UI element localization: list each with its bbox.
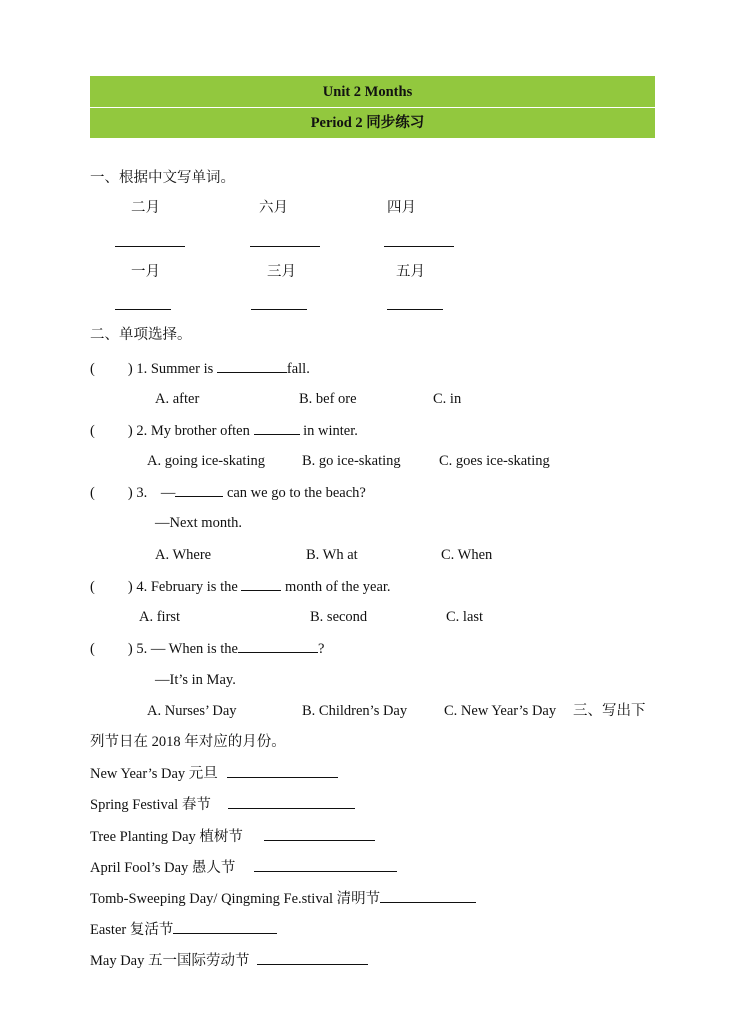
question-1 <box>90 358 310 379</box>
section2-heading: 二、单项选择。 <box>90 327 192 343</box>
question-text-pre: Summer is <box>150 361 214 377</box>
word-jan: 一月 <box>131 264 160 280</box>
option-b[interactable]: B. bef ore <box>299 391 357 407</box>
month-blank[interactable] <box>257 950 368 965</box>
month-blank[interactable] <box>173 919 277 934</box>
festival-row <box>90 857 397 878</box>
reply-text: —Next month. <box>155 515 242 531</box>
question-text-post: in winter. <box>303 423 358 439</box>
reply-text: —It’s in May. <box>155 672 236 688</box>
option-a[interactable]: A. Where <box>155 547 212 563</box>
month-blank[interactable] <box>228 794 355 809</box>
question-text-post: ? <box>317 641 325 657</box>
question-text-post: fall. <box>286 361 310 377</box>
subtitle-banner <box>90 108 655 138</box>
answer-paren-close: ) <box>127 579 133 595</box>
option-c[interactable]: C. in <box>433 391 462 407</box>
answer-line[interactable] <box>387 309 443 310</box>
option-c[interactable]: C. last <box>446 609 484 625</box>
question-text-pre: My brother often <box>150 423 250 439</box>
question-number: 2. <box>136 423 148 439</box>
option-c[interactable]: C. When <box>441 547 493 563</box>
festival-row <box>90 919 277 940</box>
answer-paren-open: ( <box>90 485 95 501</box>
word-may: 五月 <box>396 264 425 280</box>
option-c[interactable]: C. goes ice-skating <box>439 453 550 469</box>
question-number: 4. <box>136 579 148 595</box>
question-text-pre: — When is the <box>150 641 238 657</box>
fill-blank[interactable] <box>241 576 281 591</box>
festival-label: Tree Planting Day 植树节 <box>90 829 243 845</box>
option-c[interactable]: C. New Year’s Day <box>444 703 557 719</box>
fill-blank[interactable] <box>238 638 318 653</box>
festival-row <box>90 950 368 971</box>
answer-paren-open: ( <box>90 641 95 657</box>
section3-heading: 列节日在 2018 年对应的月份。 <box>90 734 286 750</box>
festival-row <box>90 794 355 815</box>
answer-paren-open: ( <box>90 361 95 377</box>
question-number: 3. <box>136 485 148 501</box>
question-text-pre: — <box>160 485 176 501</box>
fill-blank[interactable] <box>175 482 223 497</box>
festival-label: Easter 复活节 <box>90 922 174 938</box>
festival-label: April Fool’s Day 愚人节 <box>90 860 236 876</box>
festival-row <box>90 888 476 909</box>
question-number: 1. <box>136 361 148 377</box>
month-blank[interactable] <box>227 763 338 778</box>
fill-blank[interactable] <box>217 358 287 373</box>
option-a[interactable]: A. first <box>139 609 181 625</box>
festival-label: Tomb-Sweeping Day/ Qingming Fe.stival 清明节 <box>90 891 381 907</box>
question-number: 5. <box>136 641 148 657</box>
answer-line[interactable] <box>115 309 171 310</box>
answer-paren-open: ( <box>90 579 95 595</box>
question-text-pre: February is the <box>150 579 238 595</box>
answer-line[interactable] <box>115 246 185 247</box>
option-b[interactable]: B. Wh at <box>306 547 358 563</box>
answer-line[interactable] <box>384 246 454 247</box>
title-banner <box>90 76 655 107</box>
month-blank[interactable] <box>264 826 375 841</box>
option-a[interactable]: A. Nurses’ Day <box>147 703 237 719</box>
fill-blank[interactable] <box>254 420 300 435</box>
question-5 <box>90 638 324 659</box>
option-a[interactable]: A. after <box>155 391 200 407</box>
question-4 <box>90 576 391 597</box>
option-b[interactable]: B. go ice-skating <box>302 453 401 469</box>
festival-row <box>90 763 338 784</box>
answer-line[interactable] <box>250 246 320 247</box>
festival-label: New Year’s Day 元旦 <box>90 766 218 782</box>
question-text-post: can we go to the beach? <box>226 485 366 501</box>
word-apr: 四月 <box>387 200 416 216</box>
option-a[interactable]: A. going ice-skating <box>147 453 265 469</box>
festival-label: Spring Festival 春节 <box>90 797 211 813</box>
festival-row <box>90 826 375 847</box>
answer-paren-open: ( <box>90 423 95 439</box>
answer-paren-close: ) <box>127 423 133 439</box>
festival-label: May Day 五一国际劳动节 <box>90 953 250 969</box>
option-b[interactable]: B. Children’s Day <box>302 703 408 719</box>
option-b[interactable]: B. second <box>310 609 368 625</box>
answer-paren-close: ) <box>127 641 133 657</box>
answer-line[interactable] <box>251 309 307 310</box>
question-3 <box>90 482 366 503</box>
section3-heading-start: 三、写出下 <box>573 703 646 719</box>
answer-paren-close: ) <box>127 485 133 501</box>
page-subtitle: Period 2 同步练习 <box>310 115 425 131</box>
month-blank[interactable] <box>380 888 476 903</box>
word-mar: 三月 <box>267 264 296 280</box>
section1-heading: 一、根据中文写单词。 <box>90 170 235 186</box>
question-2 <box>90 420 358 441</box>
answer-paren-close: ) <box>127 361 133 377</box>
page-title: Unit 2 Months <box>322 84 413 100</box>
word-feb: 二月 <box>131 200 160 216</box>
month-blank[interactable] <box>254 857 397 872</box>
question-text-post: month of the year. <box>285 579 391 595</box>
word-jun: 六月 <box>259 200 288 216</box>
